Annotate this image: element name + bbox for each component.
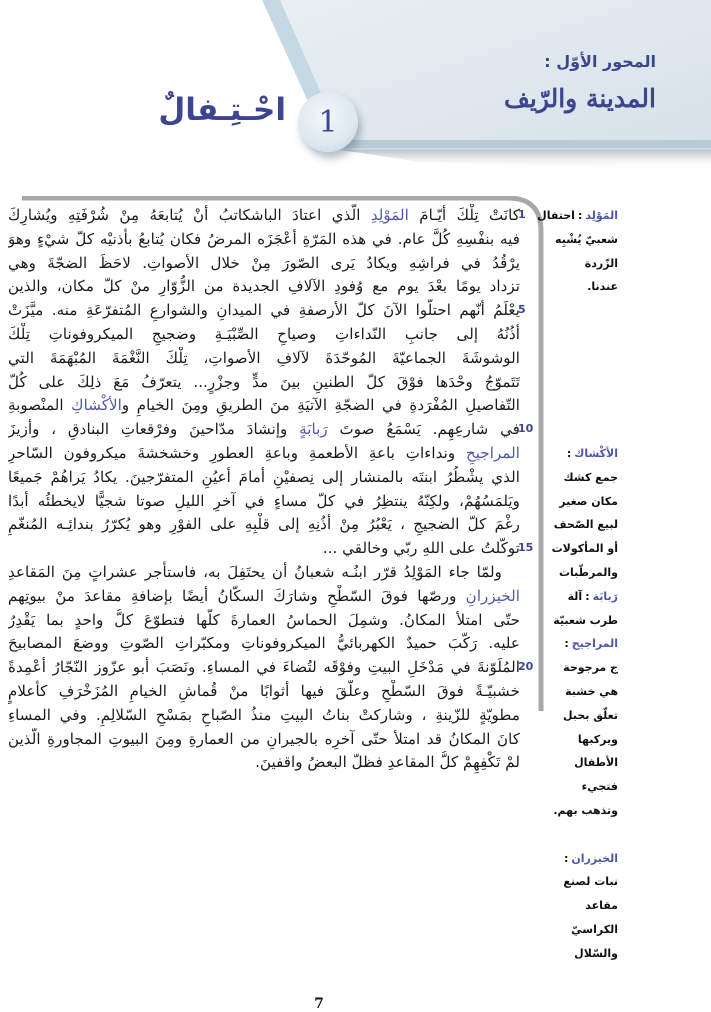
text-line <box>8 656 520 680</box>
glossary-entry <box>553 585 618 633</box>
glossary-term: المراجيح <box>571 637 618 651</box>
text-line <box>8 490 520 514</box>
glossary-term-link: رَبابَةٍ <box>299 420 328 439</box>
line-number: 20 <box>518 660 534 674</box>
glossary-colon: : <box>577 209 583 222</box>
text-span: كانَ المكانُ قد امتلأ حتّى آخرِه بالجيرانِ من العمارةِ ومِنَ البيوتِ المجاورةِ الّذين <box>8 729 520 748</box>
glossary-entry <box>551 442 618 585</box>
text-line <box>8 323 520 347</box>
glossary-term: الخيزران <box>571 851 618 865</box>
line-number: 1 <box>518 208 526 221</box>
glossary-entry-head <box>556 585 618 609</box>
text-line <box>8 585 520 609</box>
text-span: فيه بنفْسِهِ كُلَّ عام. في هذه المَرّةِ أعْجَزَه المرضُ فكان يُتابعُ بأذنيْه كلّ شيْءٍ وهوَ <box>8 229 520 248</box>
lesson-title: احْـتِـفالٌ <box>158 92 286 128</box>
glossary-spacer <box>556 418 618 442</box>
unit-label: المحور الأوّل : <box>544 52 656 71</box>
glossary-definition: الزّردة <box>584 256 618 270</box>
text-span: في شارعِهِم. يَسْمَعُ صوتَ <box>327 420 520 439</box>
text-line <box>8 275 520 299</box>
page-number: 7 <box>314 996 324 1012</box>
glossary-definition: أو المأكولات <box>551 542 618 556</box>
text-span: وإنشادَ مدّاحينَ وفرْقعاتِ البنادقِ ، وأزيزَ <box>8 420 300 439</box>
glossary-definition: ويركبها <box>577 732 618 746</box>
lesson-number-badge <box>298 92 358 152</box>
glossary-term-link: المراجيحِ <box>465 443 520 462</box>
glossary-definition: جمع كشك <box>563 470 618 484</box>
glossary-definition: آلة <box>567 589 583 603</box>
glossary-entry-head <box>556 847 618 871</box>
glossary-spacer <box>556 394 618 418</box>
glossary-spacer <box>556 823 618 847</box>
text-line <box>8 466 520 490</box>
text-line <box>8 228 520 252</box>
text-span: تزداد يومًا بعْدَ يوم مع وُفودِ الآلافِ الجديدة من الزُّوّارِ منْ كلّ مكان، والذين <box>8 277 520 296</box>
line-number: 10 <box>518 422 534 436</box>
glossary-sidebar <box>537 204 618 966</box>
text-span: يعْلَمُ أنّهم احتلُّوا الآنَ كلّ الأرصفةِ في الميدانِ والشوارعِ المُتفرّعَةِ منه. ميَّزَتْ <box>8 301 520 320</box>
glossary-entry <box>556 847 618 966</box>
text-span: يرْقُدُ في فراشِهِ ويكادُ يَرى الصّورَ مِنْ خلال الأصواتِ. لاحَظَ الضجّةَ وهي <box>8 253 520 272</box>
text-line <box>8 394 520 418</box>
text-line <box>8 371 520 395</box>
text-line <box>8 609 520 633</box>
glossary-colon: : <box>563 851 569 865</box>
text-line <box>8 537 520 561</box>
text-line <box>8 442 520 466</box>
glossary-definition: شعبيّ يُشْبِه <box>555 232 618 246</box>
reading-passage <box>8 204 520 775</box>
glossary-definition: ج مرجوحة <box>563 661 618 675</box>
text-line <box>8 632 520 656</box>
glossary-spacer <box>556 323 618 347</box>
glossary-entry-head <box>556 632 618 656</box>
text-span: عليه. رَكّبَ حميدٌ الكهربائيُّ الميكروفوناتِ ومكبّراتِ الصّوتِ ووضعَ المصابيحَ <box>8 634 520 653</box>
glossary-term: رَبابَة <box>592 589 618 603</box>
glossary-definition: لبيع الصّحف <box>553 518 618 532</box>
glossary-entry-head <box>556 442 618 466</box>
text-line <box>8 561 520 585</box>
text-span: ورصّها فوقَ السّطْحِ وشارَكَ السكّانُ أيضًا بإضافةِ مقاعدَ منْ بيوتِهم <box>8 586 466 605</box>
glossary-colon: : <box>564 637 569 651</box>
text-span: حتّى امتلأ المكانُ. وشمِلَ الحماسُ العمارةَ كلَّها فتطوّعَ كلُّ واحدٍ بما يَقْدِرُ <box>8 610 520 629</box>
glossary-definition: تعلّق بحبل <box>563 708 618 722</box>
glossary-spacer <box>556 371 618 395</box>
glossary-definition: مكان صغير <box>559 494 618 508</box>
text-line <box>8 204 520 228</box>
line-number: 15 <box>518 541 534 555</box>
glossary-definition: والسّلال <box>574 946 618 960</box>
text-span: رغْمَ كلّ الضجيجِ ، يَعْبُرُ مِنْ أذُنِهِ إلى قلْبِهِ على الفوْرِ وهو يُكرّرُ بندائِـه المُنغّمِ <box>8 515 520 534</box>
glossary-definition: الأطفال <box>574 756 618 770</box>
text-line <box>8 418 520 442</box>
text-line <box>8 751 520 775</box>
text-span: توكّلتُ على اللهِ ربّي وخالقي ... <box>322 539 520 558</box>
text-line <box>8 728 520 752</box>
text-span: المُلَوّنةَ في مَدْخَلِ البيتِ وفوْقَه لتُضاءَ في المساءِ. ونَصَبَ أبو عزّوز النّجّارُ أعْمِدةً <box>8 658 520 677</box>
text-span: التّفاصيلِ المُفْرَدةِ في الضجّةِ الآتيَةِ منَ الطريقِ ومِنَ الخيامِ و <box>121 396 520 415</box>
text-span: كانَتْ تِلْكَ أيّـامَ <box>408 206 520 224</box>
text-span: لمْ تَكْفِهِمْ كلُّ المقاعدِ فظلّ البعضُ واقفينَ. <box>255 753 520 772</box>
glossary-term: المَوْلِد <box>585 209 618 222</box>
glossary-definition: نبات لصنع <box>563 875 618 889</box>
glossary-term-link: الخيزرانِ <box>465 586 520 605</box>
glossary-definition: الكراسيّ <box>571 922 618 936</box>
lesson-number: 1 <box>318 104 338 140</box>
text-span: تَتَموّجُ وحْدَها فوْقَ كلّ الطنينِ بينَ مدٍّ وجزْرٍ... يتعرّفُ مَعَ ذلِكَ على كُلّ <box>8 372 520 391</box>
text-span: أذُنُهُ إلى جانبِ النّداءاتِ وصياحِ الصِّبْيَـةِ وضجيجِ الميكروفوناتِ تِلْكَ <box>8 324 520 343</box>
glossary-spacer <box>556 299 618 323</box>
glossary-definition: هي خشبة <box>565 684 618 698</box>
text-span: مطويّةٍ للزّينةِ ، وشاركتْ بناتُ البيتِ منذُ الصّباحِ بمَسْحِ السّلالِمِ. وفي المساءِ <box>8 705 520 724</box>
unit-title: المدينة والرّيف <box>503 84 656 113</box>
text-line <box>8 347 520 371</box>
text-span: ولمّا جاء المَوْلِدُ قرّر ابنُـه شعبانُ أن يحتَفِلَ به، فاستأجر عشراتٍ مِنَ المَقاعدِ <box>8 562 502 581</box>
line-number: 5 <box>518 303 526 317</box>
text-span: ويَلمَسُهُمْ، ولكِنّهُ ينتظِرُ في كلّ مساءٍ في آخرِ الليلِ صوتا شجيًّا لايخطئُه أبدًا <box>8 491 520 510</box>
text-line <box>8 252 520 276</box>
text-line <box>8 299 520 323</box>
text-span: الوشوشَةَ الجماعيّةَ المُوحّدَةَ لآلافِ الأصواتِ، تِلْكَ النَّغْمَةَ المُبْهَمَةَ التي <box>8 348 520 367</box>
glossary-term-link: الأكْشاكِ <box>71 396 122 415</box>
glossary-definition: عندنا. <box>587 280 618 294</box>
glossary-entry <box>553 632 618 822</box>
glossary-spacer <box>556 347 618 371</box>
glossary-term-link: المَوْلِدِ <box>370 206 409 224</box>
text-span: خشبيّـةً فوقَ السّطْحِ وعلّقَ فيها أثوابًا منْ قُماشِ الخيامِ المُزَخْرَفِ كأعلامٍ <box>8 681 520 700</box>
glossary-entry-head <box>537 204 618 228</box>
glossary-definition: مقاعد <box>585 899 618 913</box>
glossary-definition: فتجيء <box>581 780 618 794</box>
glossary-definition: وتذهب بهم. <box>553 803 618 817</box>
text-span: ونداءاتِ باعةِ الأطعمةِ وباعةِ العطورِ وخشخشةَ ميكروفون السّاحرِ <box>8 443 466 462</box>
text-span: الذي يشْطُرُ ابنتَه بالمنشار إلى نِصفيْنِ أمامَ أعيُنِ المتفرّجينَ. يكادُ يَراهُمْ جَميعًا <box>8 467 520 486</box>
glossary-definition: طرب شعبيّة <box>553 613 618 627</box>
text-span: المنْصوبةِ <box>8 396 72 415</box>
glossary-colon: : <box>585 589 590 603</box>
glossary-colon: : <box>566 446 572 460</box>
glossary-definition: احتفال <box>537 209 575 222</box>
glossary-entry <box>537 204 618 299</box>
text-line <box>8 704 520 728</box>
text-span: الّذي اعتادَ الباشكاتبُ أنْ يُتابعَهُ مِنْ شُرْفَتِهِ ويُشارِكَ <box>8 206 371 224</box>
text-line <box>8 513 520 537</box>
glossary-term: الأكْشاك <box>574 446 618 460</box>
text-line <box>8 680 520 704</box>
glossary-definition: والمرطّبات <box>559 565 618 579</box>
